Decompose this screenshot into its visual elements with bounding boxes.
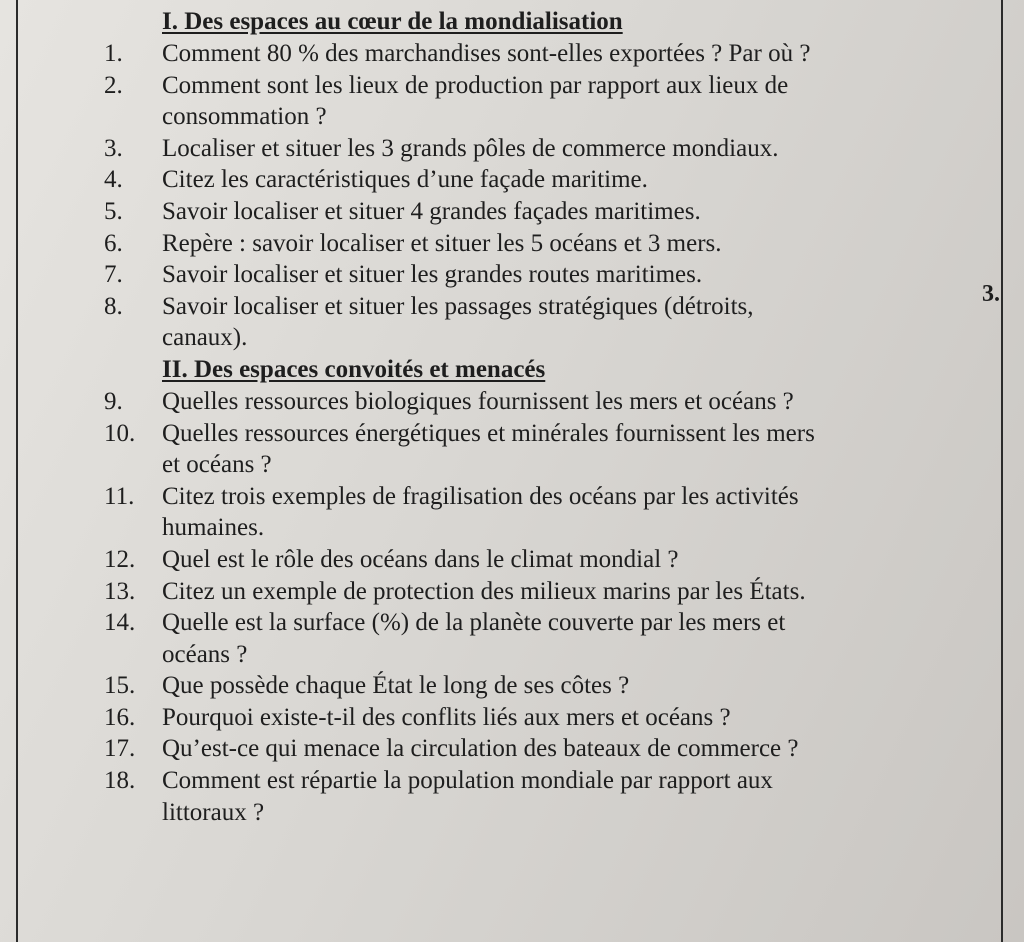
question-item — [104, 291, 964, 354]
questions-list — [104, 6, 964, 828]
question-text — [162, 670, 964, 702]
question-item — [104, 544, 964, 576]
question-item — [104, 702, 964, 734]
question-number: 10. — [104, 419, 136, 447]
question-number: 17. — [104, 735, 136, 763]
table-border-left — [16, 0, 18, 942]
question-line: Que possède chaque État le long de ses côtes ? — [162, 672, 630, 700]
question-number: 4. — [104, 166, 123, 194]
question-line: Pourquoi existe-t-il des conflits liés aux mers et océans ? — [162, 703, 731, 731]
section-title: I. Des espaces au cœur de la mondialisation — [162, 8, 623, 35]
question-line: Citez les caractéristiques d’une façade maritime. — [162, 166, 648, 194]
question-text — [162, 607, 964, 670]
question-number: 1. — [104, 40, 123, 67]
question-line: Citez un exemple de protection des milieux marins par les États. — [162, 577, 806, 605]
question-line: et océans ? — [162, 451, 272, 479]
question-item — [104, 70, 964, 133]
question-line: Quel est le rôle des océans dans le climat mondial ? — [162, 545, 679, 573]
question-text — [162, 133, 964, 165]
question-text — [162, 164, 964, 196]
question-item — [104, 765, 964, 828]
question-item — [104, 418, 964, 481]
question-text — [162, 733, 964, 765]
question-text — [162, 228, 964, 260]
question-text — [162, 70, 964, 133]
question-line: Savoir localiser et situer les passages stratégiques (détroits, — [162, 292, 754, 320]
question-line: littoraux ? — [162, 798, 265, 826]
question-number: 13. — [104, 577, 136, 605]
table-border-right — [1001, 0, 1003, 942]
question-line: Comment sont les lieux de production par rapport aux lieux de — [162, 71, 789, 99]
question-number: 12. — [104, 545, 136, 573]
question-item — [104, 670, 964, 702]
question-item — [104, 481, 964, 544]
question-line: Qu’est-ce qui menace la circulation des bateaux de commerce ? — [162, 735, 799, 763]
question-line: humaines. — [162, 514, 265, 542]
question-number: 9. — [104, 387, 123, 415]
question-number: 7. — [104, 261, 123, 289]
question-text — [162, 386, 964, 418]
question-number: 11. — [104, 482, 135, 510]
question-text — [162, 38, 964, 70]
question-number: 2. — [104, 71, 123, 99]
question-item — [104, 576, 964, 608]
question-item — [104, 607, 964, 670]
question-item — [104, 38, 964, 70]
question-line: Savoir localiser et situer les grandes routes maritimes. — [162, 261, 703, 289]
question-text — [162, 259, 964, 291]
question-line: Quelles ressources biologiques fournissent les mers et océans ? — [162, 387, 794, 415]
question-line: Quelles ressources énergétiques et minérales fournissent les mers — [162, 419, 815, 447]
question-text — [162, 418, 964, 481]
question-line: consommation ? — [162, 103, 327, 131]
question-number: 3. — [104, 134, 123, 162]
question-line: Comment est répartie la population mondiale par rapport aux — [162, 767, 773, 795]
question-line: Repère : savoir localiser et situer les 5 océans et 3 mers. — [162, 229, 722, 257]
question-number: 6. — [104, 229, 123, 257]
question-text — [162, 481, 964, 544]
question-line: Savoir localiser et situer 4 grandes façades maritimes. — [162, 197, 701, 225]
question-text — [162, 544, 964, 576]
question-line: Quelle est la surface (%) de la planète couverte par les mers et — [162, 609, 786, 637]
question-line: Citez trois exemples de fragilisation des océans par les activités — [162, 482, 799, 510]
question-line: canaux). — [162, 324, 248, 352]
question-number: 8. — [104, 292, 123, 320]
question-item — [104, 196, 964, 228]
question-item — [104, 733, 964, 765]
question-item — [104, 259, 964, 291]
question-line: Localiser et situer les 3 grands pôles de commerce mondiaux. — [162, 134, 779, 162]
question-item — [104, 133, 964, 165]
question-line: Comment 80 % des marchandises sont-elles exportées ? Par où ? — [162, 40, 811, 67]
question-number: 5. — [104, 197, 123, 225]
question-number: 16. — [104, 703, 136, 731]
question-number: 15. — [104, 672, 136, 700]
question-line: océans ? — [162, 640, 248, 668]
question-text — [162, 576, 964, 608]
question-number: 18. — [104, 767, 136, 795]
question-item — [104, 164, 964, 196]
question-text — [162, 196, 964, 228]
question-number: 14. — [104, 609, 136, 637]
question-item — [104, 228, 964, 260]
question-text — [162, 291, 964, 354]
section-title: II. Des espaces convoités et menacés — [162, 355, 546, 383]
question-text — [162, 765, 964, 828]
question-item — [104, 386, 964, 418]
question-text — [162, 702, 964, 734]
column-number: 3. — [982, 281, 1000, 307]
